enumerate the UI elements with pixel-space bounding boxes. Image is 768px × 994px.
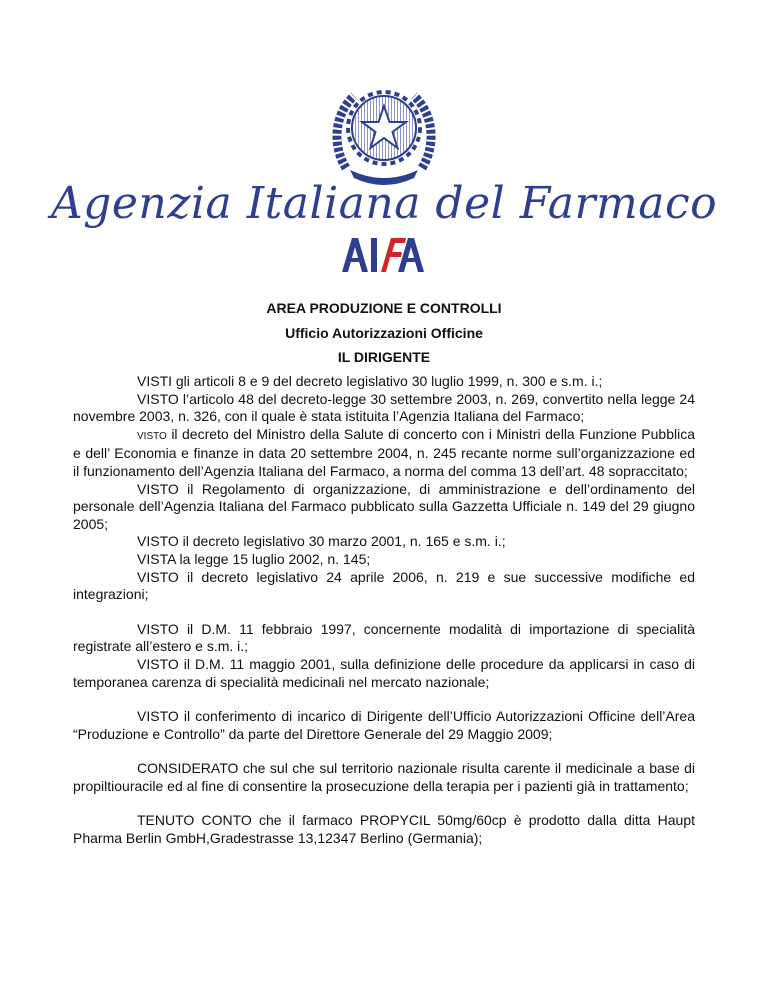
decree-paragraph — [73, 373, 695, 391]
area-title: AREA PRODUZIONE E CONTROLLI — [266, 300, 502, 316]
decree-paragraph — [73, 391, 695, 426]
aifa-logo — [340, 238, 426, 272]
paragraph-text: VISTO il decreto legislativo 30 marzo 2001, n. 165 e s.m. i.; — [137, 533, 506, 550]
decree-paragraph — [73, 481, 695, 534]
decree-paragraph — [73, 621, 695, 656]
decree-paragraph — [73, 551, 695, 569]
paragraph-text: VISTO il D.M. 11 febbraio 1997, concernente modalità di importazione di specialità registrate all’estero e s.m. i.; — [73, 620, 695, 655]
paragraph-text: VISTO il Regolamento di organizzazione, di amministrazione e dell’ordinamento del personale dell’Agenzia Italiana del Farmaco pubblicato sulla Gazzetta Ufficiale n. 149 del 29 giugno 2005; — [73, 480, 695, 532]
role-title: IL DIRIGENTE — [337, 349, 431, 365]
paragraph-text: VISTO l’articolo 48 del decreto-legge 30 settembre 2003, n. 269, convertito nella legge 24 novembre 2003, n. 326, con il quale è stata istituita l’Agenzia Italiana del Farmaco; — [73, 390, 695, 425]
paragraph-text: il decreto del Ministro della Salute di concerto con i Ministri della Funzione Pubblica e dell’ Economia e finanze in data 20 settembre 2004, n. 245 recante norme sull’organizzazione ed il funzionamento dell’Agenzia Italiana del Farmaco, a norma del comma 13 dell’art. 48 sopraccitato; — [73, 425, 695, 479]
italian-republic-emblem — [328, 76, 440, 188]
paragraph-text: VISTI gli articoli 8 e 9 del decreto legislativo 30 luglio 1999, n. 300 e s.m. i.; — [137, 373, 603, 389]
office-title: Ufficio Autorizzazioni Officine — [285, 325, 483, 341]
decree-paragraph — [73, 426, 695, 481]
decree-paragraph — [73, 812, 695, 847]
paragraph-text: VISTA la legge 15 luglio 2002, n. 145; — [137, 550, 371, 567]
paragraph-text: TENUTO CONTO che il farmaco PROPYCIL 50mg/60cp è prodotto dalla ditta Haupt Pharma Berlin GmbH,Gradestrasse 13,12347 Berlino (Germania); — [73, 812, 695, 847]
paragraph-text: VISTO il D.M. 11 maggio 2001, sulla definizione delle procedure da applicarsi in caso di temporanea carenza di specialità medicinali nel mercato nazionale; — [73, 655, 695, 690]
decree-paragraph — [73, 533, 695, 551]
paragraph-lead-word: VISTO — [137, 430, 167, 442]
decree-paragraph — [73, 656, 695, 691]
decree-paragraph — [73, 760, 695, 795]
agency-name-logotype: Agenzia Italiana del Farmaco — [50, 178, 718, 229]
paragraph-text: CONSIDERATO che sul che sul territorio nazionale risulta carente il medicinale a base di propiltiouracile ed al fine di consentire la prosecuzione della terapia per i pazienti già in trattamento; — [73, 760, 695, 794]
decree-paragraph — [73, 708, 695, 743]
decree-body — [73, 373, 695, 848]
paragraph-text: VISTO il conferimento di incarico di Dirigente dell’Ufficio Autorizzazioni Officine dell’Area “Produzione e Controllo” da parte del Direttore Generale del 29 Maggio 2009; — [73, 708, 695, 742]
paragraph-text: VISTO il decreto legislativo 24 aprile 2006, n. 219 e sue successive modifiche ed integrazioni; — [73, 568, 695, 603]
decree-paragraph — [73, 569, 695, 604]
